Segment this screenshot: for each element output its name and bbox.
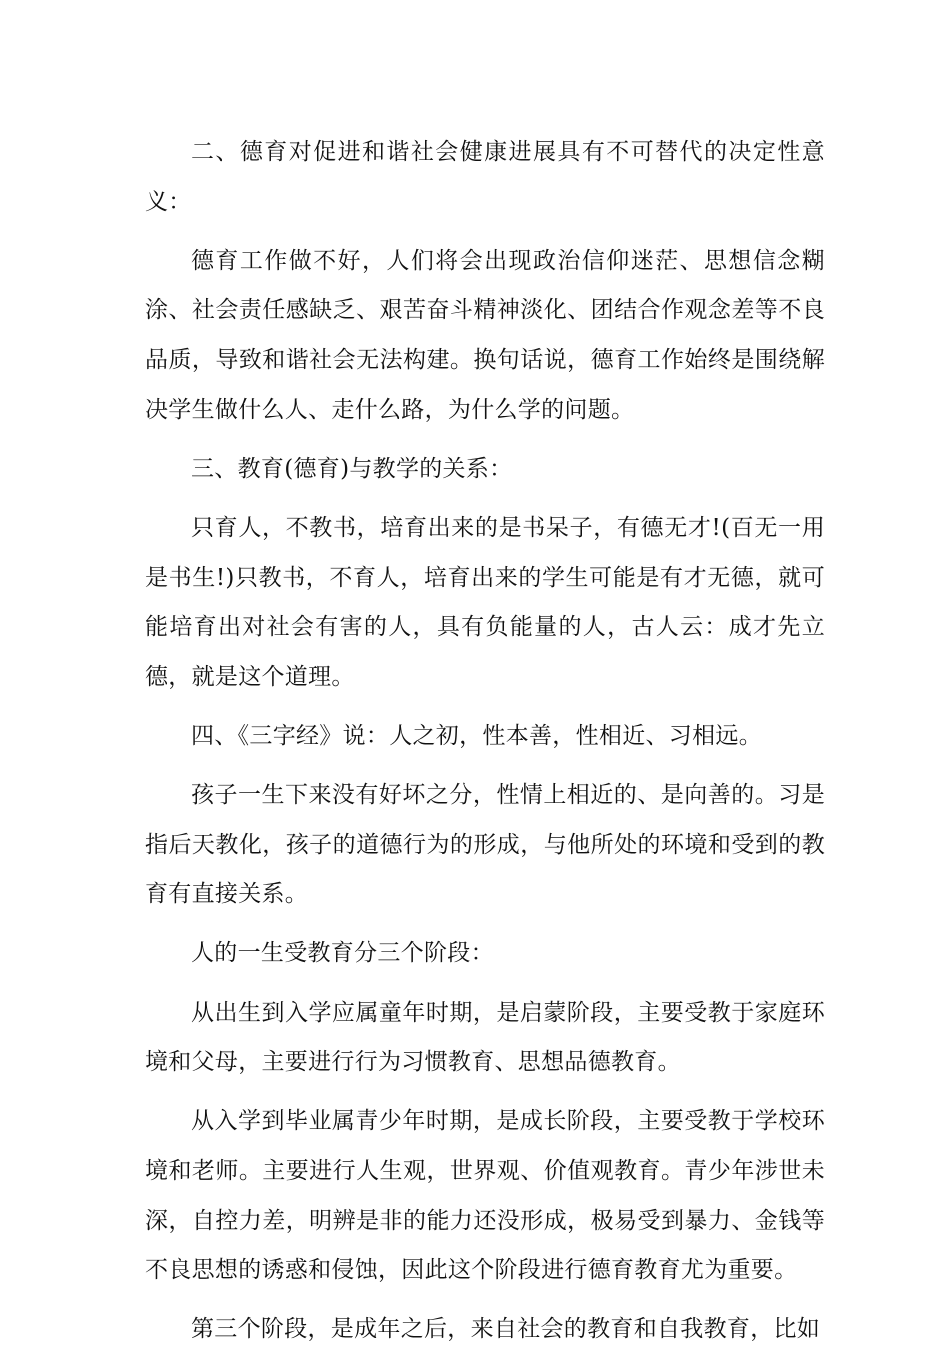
paragraph-three-stages-heading: 人的一生受教育分三个阶段：	[191, 940, 494, 967]
document-body	[145, 128, 825, 1365]
paragraph-stage-two-youth: 从入学到毕业属青少年时期，是成长阶段，主要受教于学校环境和老师。主要进行人生观，世界观、价值观教育。青少年涉世未深，自控力差，明辨是非的能力还没形成，极易受到暴力、金钱等不良思想的诱惑和侵蚀，因此这个阶段进行德育教育尤为重要。	[145, 1108, 825, 1284]
paragraph-stage-three-adulthood: 第三个阶段，是成年之后，来自社会的教育和自我教育，比如	[191, 1316, 821, 1343]
paragraph-section-two-heading: 二、德育对促进和谐社会健康进展具有不可替代的决定性意义：	[145, 139, 825, 215]
paragraph-stage-one-childhood: 从出生到入学应属童年时期，是启蒙阶段，主要受教于家庭环境和父母，主要进行行为习惯教育、思想品德教育。	[145, 999, 825, 1076]
paragraph-moral-education-importance: 德育工作做不好，人们将会出现政治信仰迷茫、思想信念糊涂、社会责任感缺乏、艰苦奋斗精神淡化、团结合作观念差等不良品质，导致和谐社会无法构建。换句话说，德育工作始终是围绕解决学生做什么人、走什么路，为什么学的问题。	[145, 247, 825, 423]
paragraph-nature-and-habit: 孩子一生下来没有好坏之分，性情上相近的、是向善的。习是指后天教化，孩子的道德行为的形成，与他所处的环境和受到的教育有直接关系。	[145, 782, 825, 908]
paragraph-section-three-heading: 三、教育(德育)与教学的关系：	[191, 455, 513, 482]
paragraph-education-teaching-relation: 只育人，不教书，培育出来的是书呆子，有德无才!(百无一用是书生!)只教书，不育人，培育出来的学生可能是有才无德，就可能培育出对社会有害的人，具有负能量的人，古人云：成才先立德，就是这个道理。	[145, 514, 825, 690]
paragraph-section-four-heading: 四、《三字经》说：人之初，性本善，性相近、习相远。	[191, 722, 762, 749]
